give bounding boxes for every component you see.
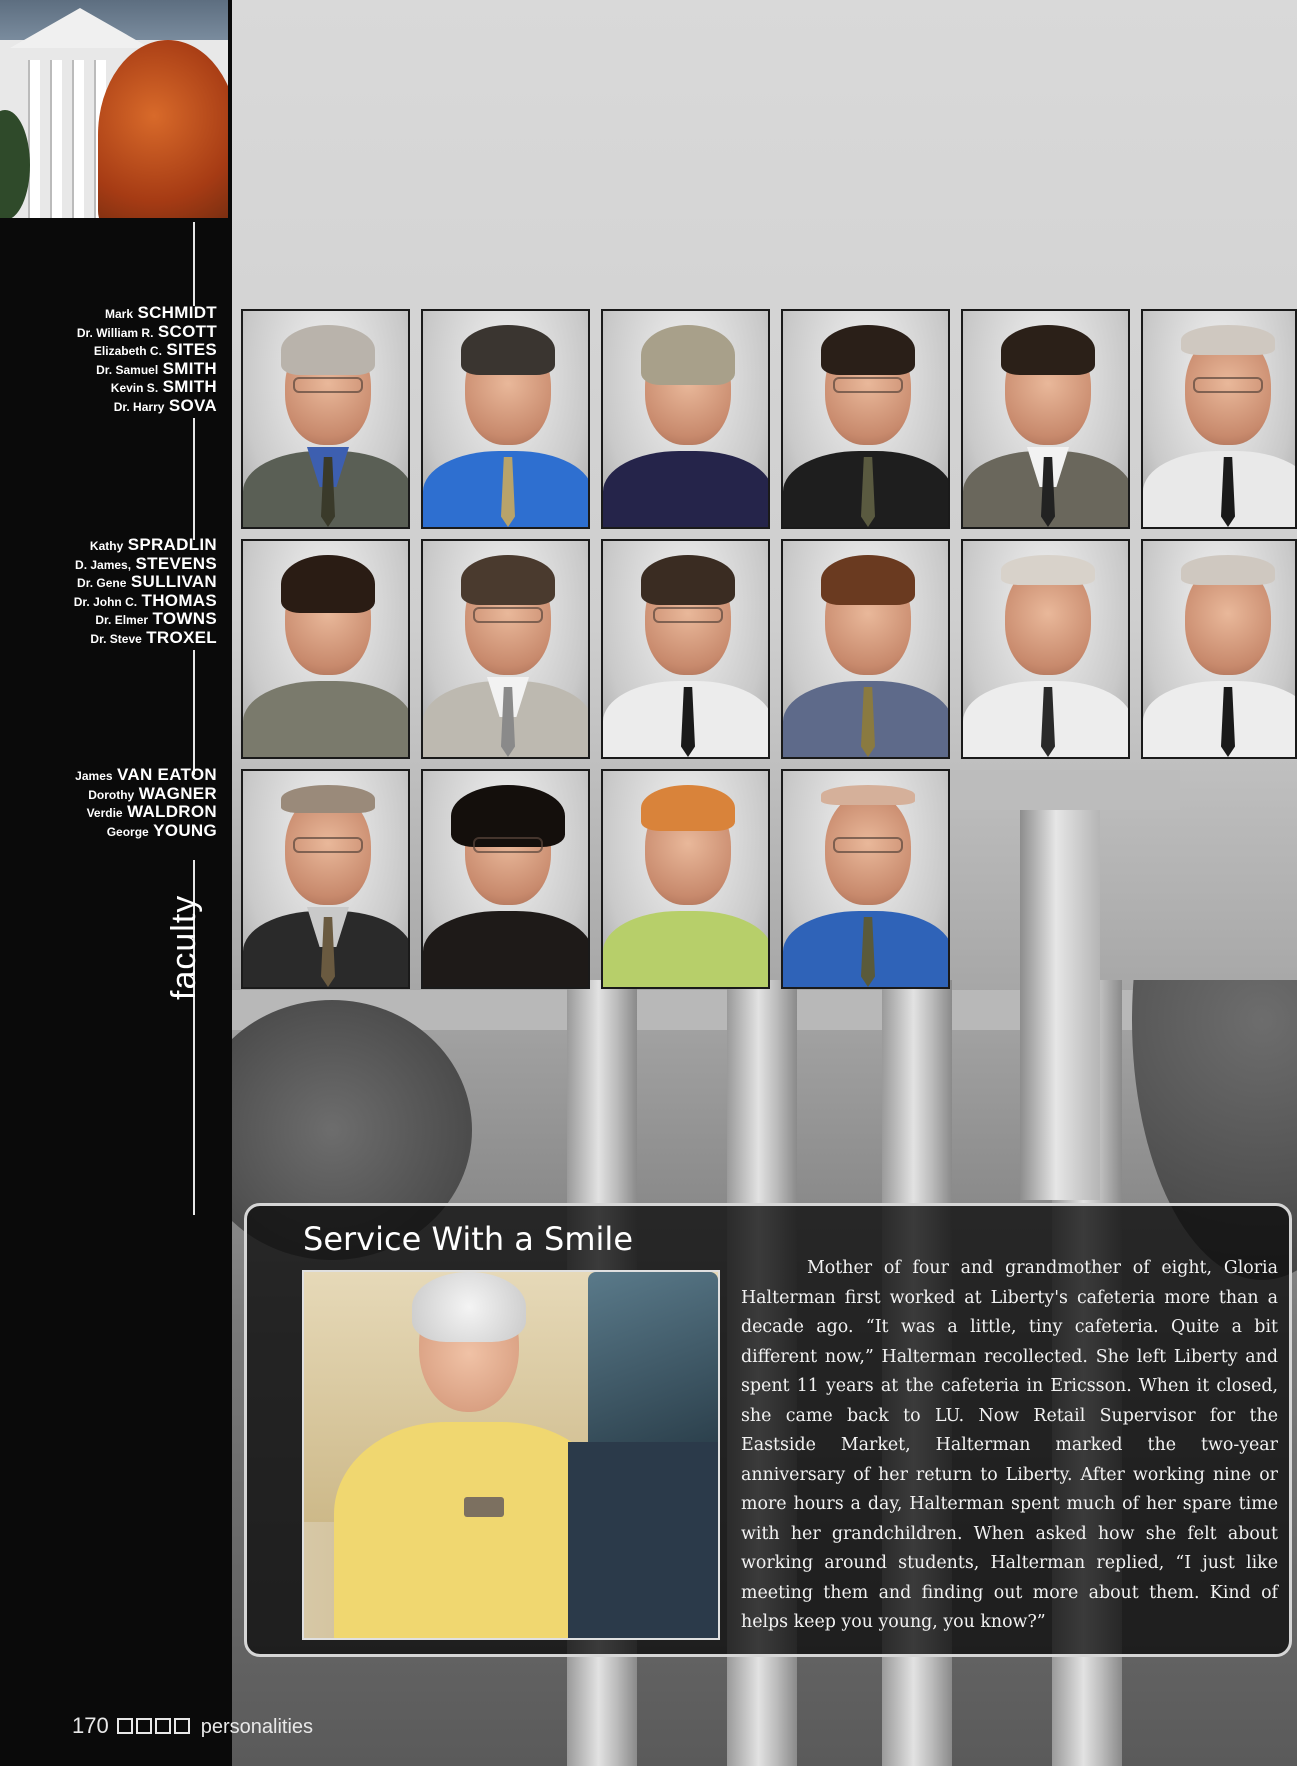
feature-photo <box>302 1270 720 1640</box>
faculty-name: Mark SCHMIDT <box>104 303 217 322</box>
square-ornament-icon <box>155 1718 171 1734</box>
hair <box>281 785 375 813</box>
sidebar-divider <box>193 418 195 540</box>
sidebar-divider <box>193 222 195 306</box>
shirt <box>1143 451 1297 529</box>
section-label: faculty <box>165 894 203 1000</box>
name-list-row-2 <box>74 536 217 648</box>
hair <box>821 325 915 375</box>
glasses <box>1193 377 1263 393</box>
faculty-name: Dr. Samuel SMITH <box>96 358 217 378</box>
portrait-photo <box>241 769 410 989</box>
sweater <box>243 681 410 759</box>
faculty-name: Dorothy WAGNER <box>88 783 217 803</box>
portrait-photo <box>421 539 590 759</box>
portrait-photo <box>421 309 590 529</box>
sweater <box>603 451 770 529</box>
faculty-name: D. James, STEVENS <box>75 553 217 573</box>
hair <box>281 555 375 613</box>
glasses <box>833 377 903 393</box>
hair <box>641 325 735 385</box>
portrait-photo <box>601 769 770 989</box>
glasses <box>833 837 903 853</box>
faculty-name: Kathy SPRADLIN <box>89 535 217 554</box>
building-pediment <box>10 8 150 48</box>
portrait-photo <box>241 539 410 759</box>
square-ornament-icon <box>174 1718 190 1734</box>
hair <box>821 555 915 605</box>
faculty-name: Dr. Steve TROXEL <box>90 627 217 647</box>
sweater <box>423 911 590 989</box>
faculty-name: Dr. Elmer TOWNS <box>95 609 217 629</box>
glasses <box>293 377 363 393</box>
faculty-name: Dr. John C. THOMAS <box>73 590 217 610</box>
name-list-row-3 <box>75 766 217 840</box>
portrait-photo <box>1141 309 1297 529</box>
feature-title: Service With a Smile <box>303 1220 633 1258</box>
name-badge <box>464 1497 504 1517</box>
portrait-photo <box>961 539 1130 759</box>
portrait-photo <box>781 309 950 529</box>
sweater <box>603 911 770 989</box>
pillar <box>72 60 84 218</box>
portrait-photo <box>781 539 950 759</box>
faculty-name: George YOUNG <box>106 820 217 840</box>
portrait-photo <box>601 539 770 759</box>
page-footer <box>72 1713 313 1739</box>
feature-paragraph: Mother of four and grandmother of eight, Gloria Halterman first worked at Liberty's cafeteria more than a decade ago. “It was a little, tiny cafeteria. Quite a bit different now,” Halterman recollected. She left Liberty and spent 11 years at the cafeteria in Ericsson. When it closed, she came back to LU. Now Retail Supervisor for the Eastside Market, Halterman marked the two-year anniversary of her return to Liberty. After working nine or more hours a day, Halterman spent much of her spare time with her grandchildren. When asked how she felt about working around students, Halterman replied, “I just like meeting them and finding out more about them. Kind of helps keep you young, you know?” <box>741 1258 1278 1632</box>
faculty-name: Dr. Harry SOVA <box>113 395 217 415</box>
portrait-photo <box>1141 539 1297 759</box>
page-number: 170 <box>72 1713 109 1738</box>
cash-register <box>568 1442 718 1640</box>
pillar <box>28 60 40 218</box>
section-name: personalities <box>200 1716 314 1738</box>
feature-body-text <box>741 1254 1278 1638</box>
portrait-photo <box>241 309 410 529</box>
hair <box>1181 555 1275 585</box>
name-list-row-1 <box>77 304 217 416</box>
faculty-name: Elizabeth C. SITES <box>93 340 217 360</box>
pillar <box>50 60 62 218</box>
glasses <box>473 837 543 853</box>
faculty-name: Kevin S. SMITH <box>110 377 217 397</box>
faculty-name: Dr. Gene SULLIVAN <box>77 572 217 592</box>
hair <box>641 555 735 605</box>
glasses <box>653 607 723 623</box>
hair <box>1181 325 1275 355</box>
faculty-name: James VAN EATON <box>75 765 217 784</box>
hair <box>1001 555 1095 585</box>
square-ornament-icon <box>117 1718 133 1734</box>
shirt <box>1143 681 1297 759</box>
portrait-photo <box>421 769 590 989</box>
building-column <box>1020 800 1100 1200</box>
hair <box>461 555 555 605</box>
portrait-photo <box>961 309 1130 529</box>
faculty-name: Verdie WALDRON <box>86 802 217 822</box>
hair <box>461 325 555 375</box>
glasses <box>293 837 363 853</box>
building-beam <box>950 770 1180 810</box>
hair <box>412 1272 526 1342</box>
faculty-name: Dr. William R. SCOTT <box>76 321 217 341</box>
campus-thumbnail <box>0 0 228 218</box>
sidebar-divider <box>193 650 195 775</box>
feature-story-box <box>244 1203 1292 1657</box>
portrait-photo <box>601 309 770 529</box>
register-monitor <box>588 1272 718 1452</box>
square-ornament-icon <box>136 1718 152 1734</box>
portrait-photo <box>781 769 950 989</box>
hair <box>821 785 915 805</box>
hair <box>641 785 735 831</box>
hair <box>1001 325 1095 375</box>
glasses <box>473 607 543 623</box>
hair <box>281 325 375 375</box>
